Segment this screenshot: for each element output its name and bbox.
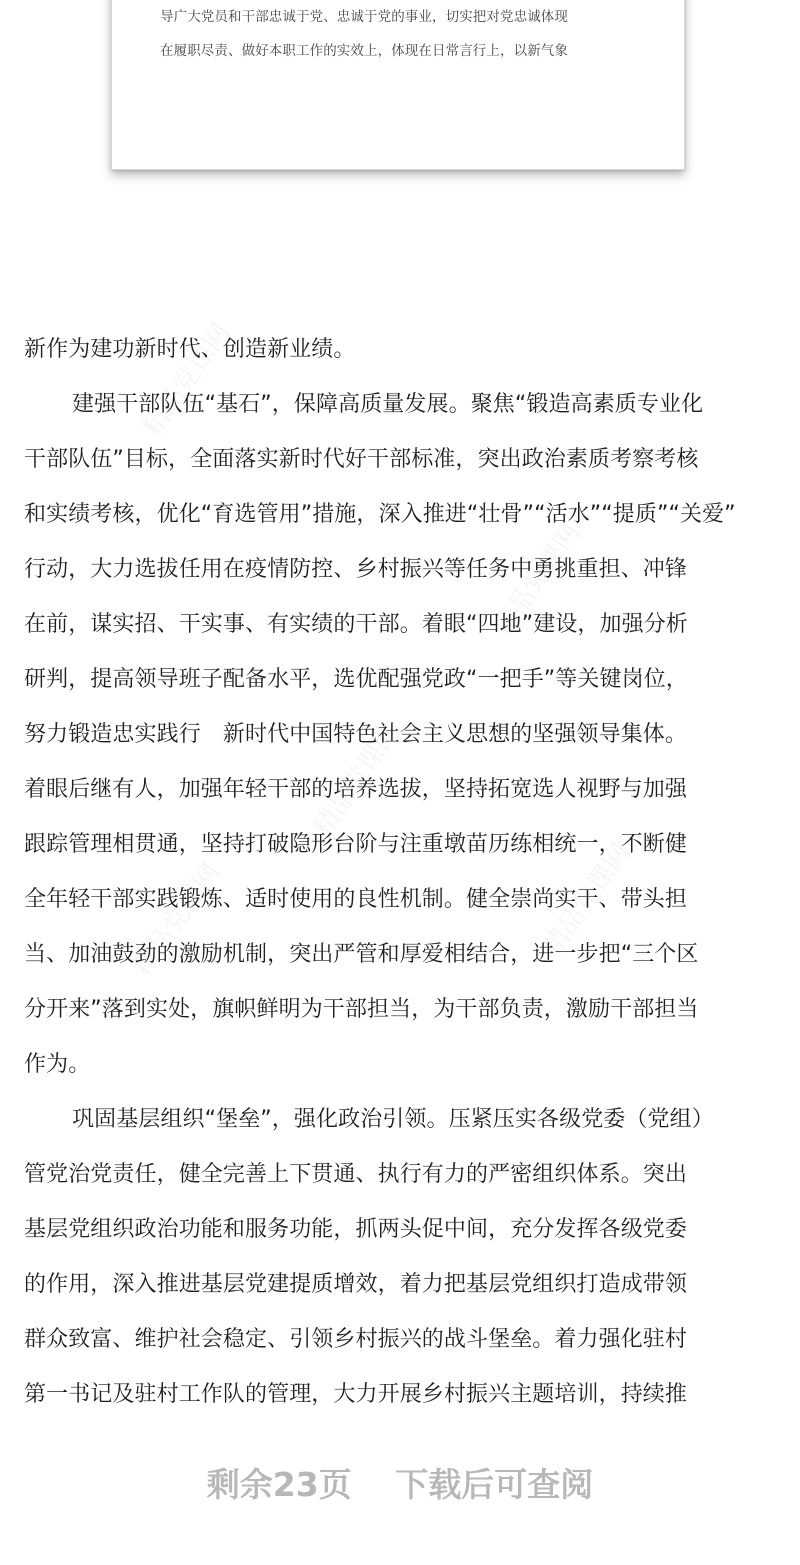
body-line: 作为。 — [24, 1052, 91, 1077]
body-line: 努力锻造忠实践行 新时代中国特色社会主义思想的坚强领导集体。 — [24, 722, 688, 747]
body-line: 建强干部队伍“基石”，保障高质量发展。聚焦“锻造高素质专业化 — [72, 392, 704, 417]
body-line: 群众致富、维护社会稳定、引领乡村振兴的战斗堡垒。着力强化驻村 — [24, 1327, 688, 1352]
body-line: 研判，提高领导班子配备水平，选优配强党政“一把手”等关键岗位， — [24, 667, 688, 692]
preview-line-2: 在履职尽责、做好本职工作的实效上，体现在日常言行上，以新气象 — [160, 43, 568, 59]
body-line: 和实绩考核，优化“育选管用”措施，深入推进“壮骨”“活水”“提质”“关爱” — [24, 502, 736, 527]
body-line: 行动，大力选拔任用在疫情防控、乡村振兴等任务中勇挑重担、冲锋 — [24, 557, 688, 582]
body-line: 的作用，深入推进基层党建提质增效，着力把基层党组织打造成带领 — [24, 1272, 688, 1297]
document-body — [24, 322, 786, 1422]
body-line: 跟踪管理相贯通，坚持打破隐形台阶与注重墩苗历练相统一，不断健 — [24, 832, 688, 857]
body-line: 第一书记及驻村工作队的管理，大力开展乡村振兴主题培训，持续推 — [24, 1382, 688, 1407]
body-line: 当、加油鼓劲的激励机制，突出严管和厚爱相结合，进一步把“三个区 — [24, 942, 699, 967]
download-to-read-more-banner[interactable] — [0, 1455, 800, 1515]
body-line: 基层党组织政治功能和服务功能，抓两头促中间，充分发挥各级党委 — [24, 1217, 688, 1242]
body-line: 巩固基层组织“堡垒”，强化政治引领。压紧压实各级党委（党组） — [72, 1107, 714, 1132]
body-line: 干部队伍”目标，全面落实新时代好干部标准，突出政治素质考察考核 — [24, 447, 699, 472]
body-line: 新作为建功新时代、创造新业绩。 — [24, 337, 356, 362]
body-line: 管党治党责任，健全完善上下贯通、执行有力的严密组织体系。突出 — [24, 1162, 688, 1187]
body-line: 全年轻干部实践锻炼、适时使用的良性机制。健全崇尚实干、带头担 — [24, 887, 688, 912]
previous-page-preview — [111, 0, 685, 170]
body-line: 在前，谋实招、干实事、有实绩的干部。着眼“四地”建设，加强分析 — [24, 612, 688, 637]
preview-line-1: 导广大党员和干部忠诚于党、忠诚于党的事业，切实把对党忠诚体现 — [160, 9, 568, 25]
remaining-pages-label: 剩余23页 — [206, 1465, 352, 1504]
download-to-view-label: 下载后可查阅 — [395, 1465, 594, 1504]
body-line: 分开来”落到实处，旗帜鲜明为干部担当，为干部负责，激励干部担当 — [24, 997, 699, 1022]
body-line: 着眼后继有人，加强年轻干部的培养选拔，坚持拓宽选人视野与加强 — [24, 777, 688, 802]
